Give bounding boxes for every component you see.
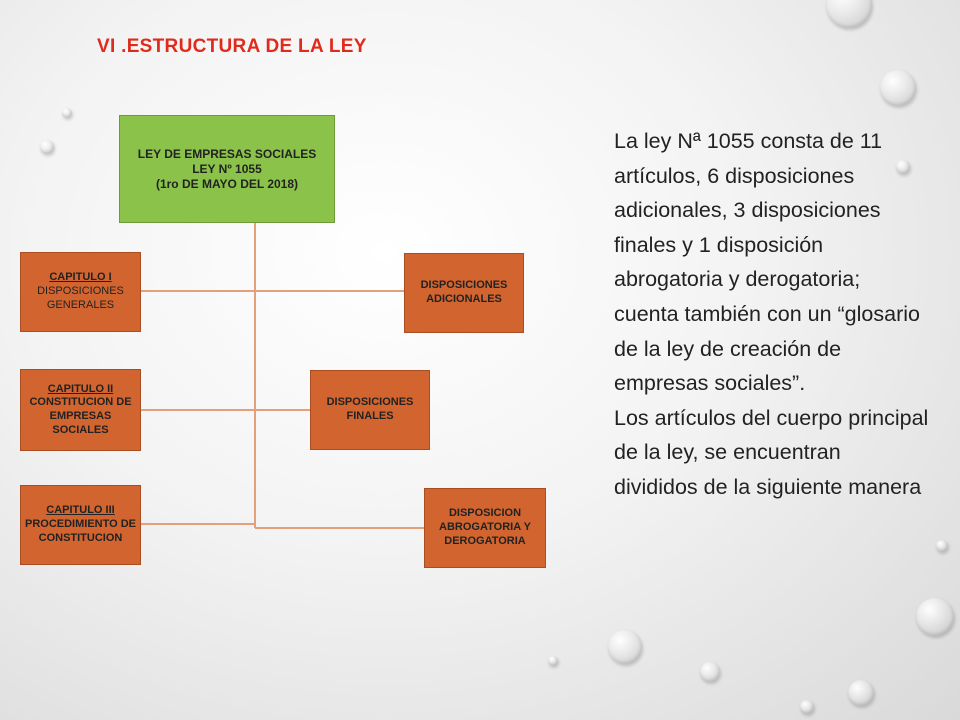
description-line: adicionales, 3 disposiciones xyxy=(614,198,881,223)
capitulo-1-heading: CAPITULO I xyxy=(49,271,112,284)
root-line-1: LEY DE EMPRESAS SOCIALES xyxy=(137,146,317,161)
description-line: artículos, 6 disposiciones xyxy=(614,163,855,188)
abrogatoria-line-2: ABROGATORIA Y xyxy=(439,521,531,534)
description-line: de la ley, se encuentran xyxy=(614,440,841,465)
capitulo-3-line-1: PROCEDIMIENTO DE xyxy=(24,518,137,531)
box-capitulo-2 xyxy=(20,369,141,451)
description-line: finales y 1 disposición xyxy=(614,232,824,257)
description-line: empresas sociales”. xyxy=(614,371,806,396)
abrogatoria-line-3: DEROGATORIA xyxy=(444,534,526,547)
capitulo-3-heading: CAPITULO III xyxy=(46,504,115,517)
capitulo-2-line-1: CONSTITUCION DE xyxy=(29,396,132,409)
capitulo-3-line-2: CONSTITUCION xyxy=(38,531,123,544)
description-line: divididos de la siguiente manera xyxy=(614,474,922,499)
finales-line-2: FINALES xyxy=(346,410,394,422)
box-disposiciones-finales xyxy=(310,370,430,450)
finales-line-1: DISPOSICIONES xyxy=(326,396,414,409)
box-disposiciones-adicionales xyxy=(404,253,524,333)
capitulo-2-line-2: EMPRESAS SOCIALES xyxy=(49,410,112,436)
box-capitulo-3 xyxy=(20,485,141,565)
slide-title: VI .ESTRUCTURA DE LA LEY xyxy=(97,36,367,57)
adicionales-line-1: DISPOSICIONES xyxy=(420,279,508,292)
capitulo-1-line-2: GENERALES xyxy=(46,298,115,311)
capitulo-1-line-1: DISPOSICIONES xyxy=(37,285,124,298)
description-line: cuenta también con un “glosario xyxy=(614,301,920,326)
box-capitulo-1 xyxy=(20,252,141,332)
root-box-ley-1055 xyxy=(119,115,335,223)
abrogatoria-line-1: DISPOSICION xyxy=(448,507,522,520)
root-line-2: LEY Nº 1055 xyxy=(192,161,262,176)
description-line: de la ley de creación de xyxy=(614,336,842,361)
adicionales-line-2: ADICIONALES xyxy=(426,293,502,305)
box-disposicion-abrogatoria xyxy=(424,488,546,568)
root-line-3: (1ro DE MAYO DEL 2018) xyxy=(155,176,299,191)
description-line: abrogatoria y derogatoria; xyxy=(614,267,861,292)
description-line: La ley Nª 1055 consta de 11 xyxy=(614,129,883,153)
description-paragraph xyxy=(614,124,949,505)
capitulo-2-heading: CAPITULO II xyxy=(47,382,114,395)
description-line: Los artículos del cuerpo principal xyxy=(614,405,929,430)
